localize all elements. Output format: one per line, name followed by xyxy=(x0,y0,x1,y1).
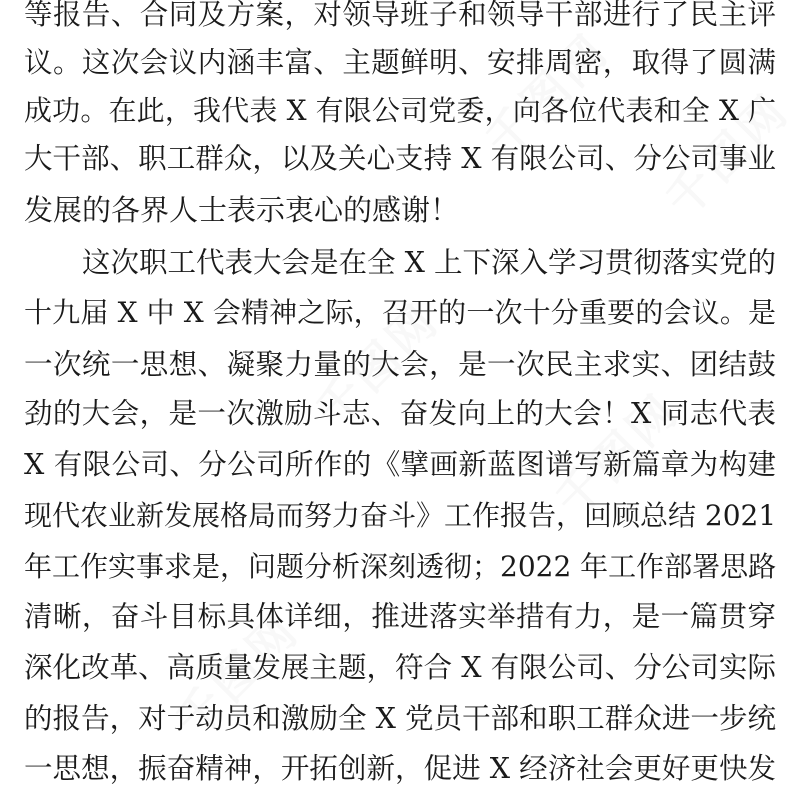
watermark: 千图网 xyxy=(304,292,450,438)
text-line: 议。这次会议内涵丰富、主题鲜明、安排周密，取得了圆满 xyxy=(24,46,776,79)
text-line: 现代农业新发展格局而努力奋斗》工作报告，回顾总结 2021 xyxy=(24,499,777,532)
text-line: 一次统一思想、凝聚力量的大会，是一次民主求实、团结鼓 xyxy=(24,348,776,381)
watermark: 千图网 xyxy=(654,82,800,228)
text-line: 发展的各界人士表示衷心的感谢！ xyxy=(24,193,460,227)
watermark: 千图网 xyxy=(164,602,310,748)
text-line: X 有限公司、分公司所作的《擘画新蓝图谱写新篇章为构建 xyxy=(24,448,776,481)
text-line: 清晰，奋斗目标具体详细，推进落实举措有力，是一篇贯穿 xyxy=(24,600,776,633)
text-line: 劲的大会，是一次激励斗志、奋发向上的大会！X 同志代表 xyxy=(24,397,776,430)
text-line: 成功。在此，我代表 X 有限公司党委，向各位代表和全 X 广 xyxy=(24,94,776,127)
text-line: 深化改革、高质量发展主题，符合 X 有限公司、分公司实际 xyxy=(24,651,776,684)
text-line: 年工作实事求是，问题分析深刻透彻；2022 年工作部署思路 xyxy=(24,550,777,583)
text-line: 大干部、职工群众，以及关心支持 X 有限公司、分公司事业 xyxy=(24,142,776,175)
watermark: 千图网 xyxy=(544,382,690,528)
text-line: 的报告，对于动员和激励全 X 党员干部和职工群众进一步统 xyxy=(24,702,776,735)
watermark: 千图网 xyxy=(474,22,620,168)
text-line: 十九届 X 中 X 会精神之际，召开的一次十分重要的会议。是 xyxy=(24,296,776,329)
text-line: 一思想，振奋精神，开拓创新，促进 X 经济社会更好更快发 xyxy=(24,752,776,785)
paragraph-first-line: 这次职工代表大会是在全 X 上下深入学习贯彻落实党的 xyxy=(82,246,776,279)
text-line: 等报告、合同及方案，对领导班子和领导干部进行了民主评 xyxy=(24,0,776,31)
